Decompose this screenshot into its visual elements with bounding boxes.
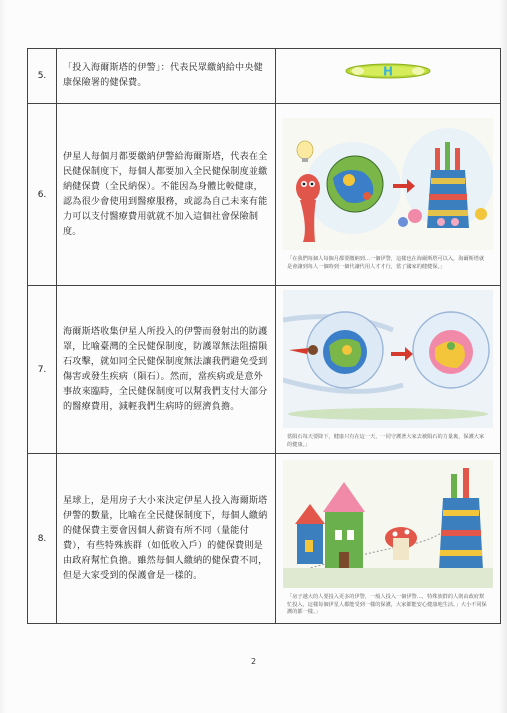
table-row	[28, 286, 501, 454]
table-row	[28, 49, 501, 104]
row-number: 7.	[28, 286, 57, 454]
row-illustration-cell	[276, 454, 501, 624]
coin-illustration	[276, 49, 500, 99]
illustration-caption: 「在我們每個人每個月都要繳納到…一個伊警，這樣也在海爾斯塔可以入，海爾斯塔就是會讓到每人一個時到一個代讓代用人才才行，當了國家的健健保。」	[287, 256, 485, 270]
row-description: 伊星人每個月都要繳納伊警給海爾斯塔，代表在全民健保制度下，每個人都要加入全民健保制度並繳納健保費（全民納保）。不能因為身體比較健康，認為很少會使用到醫療服務，或認為自己未來有能力可以支付醫療費用就就不加入這個社會保險制度。	[63, 151, 268, 237]
shield-illustration	[283, 290, 493, 428]
row-illustration-cell	[276, 286, 501, 454]
row-number: 5.	[28, 49, 57, 104]
row-illustration-cell	[276, 104, 501, 286]
row-text	[57, 454, 276, 624]
row-number: 8.	[28, 454, 57, 624]
row-illustration-cell	[276, 49, 501, 104]
svg-text:H: H	[382, 64, 394, 79]
row-number: 6.	[28, 104, 57, 286]
houses-illustration	[283, 460, 493, 588]
comparison-table	[27, 48, 501, 624]
row-text	[57, 49, 276, 104]
page-number: 2	[250, 657, 257, 666]
table-row	[28, 454, 501, 624]
illustration-caption: 「房子越大的人要投入更多的伊警，一般人投入一個伊警…，特殊族群的人則由政府幫忙投入，這樣每個伊星人都能受到一樣的保護，大家都能安心健康地生活。」大小不同保護的都一樣。」	[287, 594, 487, 616]
illustration-caption: 當隕石每天要降下，健康只有在這一天，一同守護著大家去被隕石的力量裏，保護大家的健康。」	[287, 434, 485, 448]
planet-illustration	[283, 118, 493, 250]
row-text	[57, 286, 276, 454]
row-description: 星球上，是用房子大小來決定伊星人投入海爾斯塔伊警的數量，比喻在全民健保制度下，每個人繳納的健保費主要會因個人薪資有所不同（量能付費），有些特殊族群（如低收入戶）的健保費則是由政府幫忙負擔。雖然每個人繳納的健保費不同，但是大家受到的保護會是一樣的。	[63, 495, 268, 581]
row-text	[57, 104, 276, 286]
table-row	[28, 104, 501, 286]
row-description: 海爾斯塔收集伊星人所投入的伊警而發射出的防護罩，比喻臺灣的全民健保制度，防護罩無法阻擋隕石攻擊，就如同全民健保制度無法讓我們避免受到傷害或發生疾病（隕石）。然而，當疾病或是意外事故來臨時，全民健保制度可以幫我們支付大部分的醫療費用，減輕我們生病時的經濟負擔。	[63, 326, 268, 412]
row-description: 「投入海爾斯塔的伊警」：代表民眾繳納給中央健康保險署的健保費。	[63, 63, 263, 88]
